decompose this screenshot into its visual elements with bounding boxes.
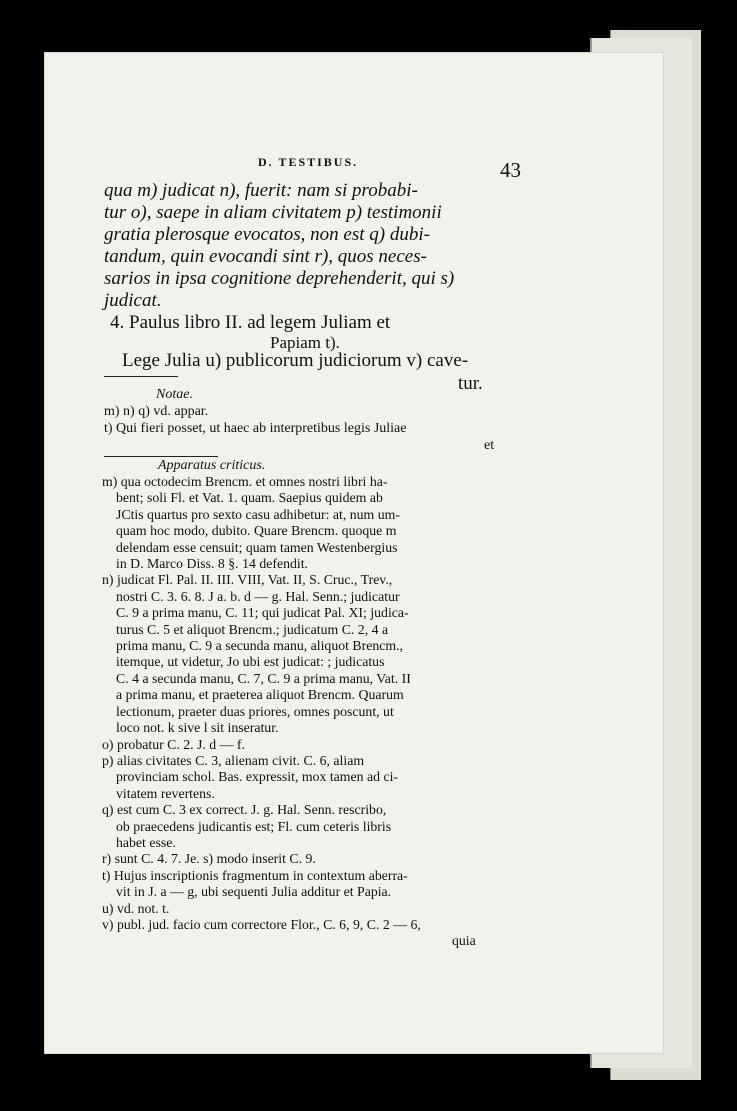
- apparatus-line: lectionum, praeter duas priores, omnes poscunt, ut: [116, 703, 394, 719]
- apparatus-line: itemque, ut videtur, Jo ubi est judicat: ; judicatus: [116, 654, 385, 670]
- apparatus-line: vitatem revertens.: [116, 785, 215, 801]
- main-line: sarios in ipsa cognitione deprehenderit, qui s): [104, 268, 455, 289]
- main-line: qua m) judicat n), fuerit: nam si probabi-: [104, 180, 418, 201]
- page-number: 43: [500, 158, 521, 182]
- main-line: judicat.: [104, 290, 162, 311]
- main-line: tur o), saepe in aliam civitatem p) testimonii: [104, 202, 442, 223]
- apparatus-line: loco not. k sive l sit inseratur.: [116, 720, 279, 736]
- section-lege-line: Lege Julia u) publicorum judiciorum v) cave-: [122, 350, 469, 371]
- main-line: gratia plerosque evocatos, non est q) dubi-: [104, 224, 430, 245]
- separator-rule: [104, 376, 178, 377]
- apparatus-line: provinciam schol. Bas. expressit, mox tamen ad ci-: [116, 769, 399, 785]
- apparatus-line: q) est cum C. 3 ex correct. J. g. Hal. Senn. rescribo,: [102, 802, 387, 818]
- apparatus-line: v) publ. jud. facio cum correctore Flor., C. 6, 9, C. 2 — 6,: [102, 916, 421, 932]
- notae-block: [104, 403, 494, 454]
- section-heading-cont: Papiam t).: [270, 333, 340, 352]
- apparatus-line: C. 4 a secunda manu, C. 7, C. 9 a prima manu, Vat. II: [116, 670, 411, 686]
- apparatus-line: o) probatur C. 2. J. d — f.: [102, 736, 245, 752]
- notae-line: et: [484, 438, 495, 453]
- notae-line: t) Qui fieri posset, ut haec ab interpretibus legis Juliae: [104, 421, 407, 436]
- notae-heading: Notae.: [156, 387, 193, 402]
- apparatus-line: bent; soli Fl. et Vat. 1. quam. Saepius quidem ab: [116, 490, 383, 506]
- apparatus-line: p) alias civitates C. 3, alienam civit. C. 6, aliam: [102, 752, 365, 768]
- apparatus-rule: [104, 456, 218, 457]
- main-line: tandum, quin evocandi sint r), quos neces-: [104, 246, 427, 267]
- apparatus-line: habet esse.: [116, 834, 176, 850]
- main-text: [104, 180, 454, 312]
- apparatus-block: [102, 474, 476, 950]
- apparatus-line: quam hoc modo, dubito. Quare Brencm. quoque m: [116, 523, 397, 539]
- apparatus-line: n) judicat Fl. Pal. II. III. VIII, Vat. II, S. Cruc., Trev.,: [102, 572, 393, 588]
- apparatus-line: C. 9 a prima manu, C. 11; qui judicat Pal. XI; judica-: [116, 605, 409, 621]
- apparatus-line: t) Hujus inscriptionis fragmentum in contextum aberra-: [102, 867, 408, 883]
- apparatus-line: a prima manu, et praeterea aliquot Brencm. Quarum: [116, 687, 404, 703]
- apparatus-line: delendam esse censuit; quam tamen Westenbergius: [116, 539, 398, 555]
- running-title: D. TESTIBUS.: [258, 155, 359, 169]
- apparatus-heading: Apparatus criticus.: [158, 458, 266, 473]
- apparatus-line: r) sunt C. 4. 7. Je. s) modo inserit C. 9.: [102, 851, 316, 867]
- section-lege-end: tur.: [458, 373, 483, 394]
- apparatus-line: vit in J. a — g, ubi sequenti Julia additur et Papia.: [116, 884, 392, 900]
- notae-line: m) n) q) vd. appar.: [104, 404, 209, 419]
- section-heading: 4. Paulus libro II. ad legem Juliam et: [110, 312, 391, 333]
- apparatus-line: prima manu, C. 9 a secunda manu, aliquot Brencm.,: [116, 638, 403, 654]
- apparatus-line: u) vd. not. t.: [102, 900, 170, 916]
- apparatus-line: JCtis quartus pro sexto casu adhibetur: at, num um-: [116, 506, 400, 522]
- apparatus-line: turus C. 5 et aliquot Brencm.; judicatum C. 2, 4 a: [116, 621, 389, 637]
- apparatus-line: ob praecedens judicantis est; Fl. cum ceteris libris: [116, 818, 392, 834]
- apparatus-line: quia: [452, 933, 476, 949]
- apparatus-line: in D. Marco Diss. 8 §. 14 defendit.: [116, 556, 308, 572]
- apparatus-line: m) qua octodecim Brencm. et omnes nostri libri ha-: [102, 474, 388, 489]
- apparatus-line: nostri C. 3. 6. 8. J a. b. d — g. Hal. Senn.; judicatur: [116, 588, 400, 604]
